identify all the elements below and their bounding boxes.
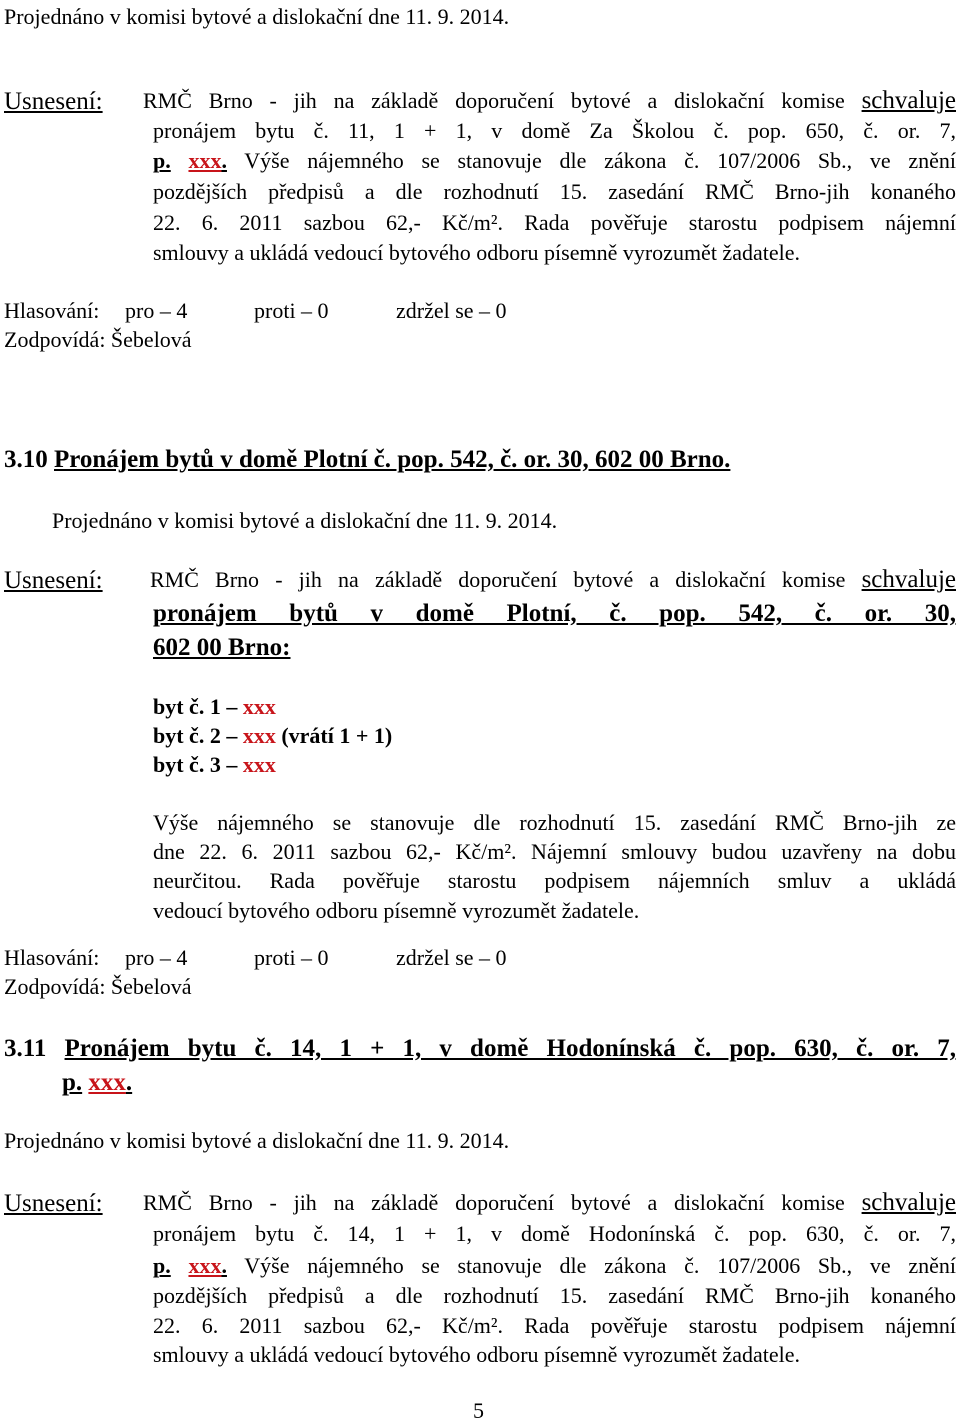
s2-byt-item [153,694,276,720]
s3-heading-line1 [4,1036,956,1062]
s2-projednano: Projednáno v komisi bytové a dislokační dne 11. 9. 2014. [52,508,558,533]
s1-line3-rest: Výše nájemného se stanovuje dle zákona č. 107/2006 Sb., ve znění [226,148,956,173]
s2-byt-1-xxx: xxx [242,694,276,719]
s2-vote [4,945,564,971]
s1-line1-text: RMČ Brno - jih na základě doporučení bytové a dislokační komise [143,88,862,113]
page-number: 5 [473,1398,484,1423]
s3-heading-line2 [62,1070,132,1096]
s2-schvaluje: schvaluje [861,566,956,593]
s2-byt-1-pre: byt č. 1 – [153,694,243,719]
s1-line4: pozdějších předpisů a dle rozhodnutí 15. zasedání RMČ Brno-jih konaného [153,179,956,204]
s3-line1-text: RMČ Brno - jih na základě doporučení bytové a dislokační komise [143,1190,862,1215]
s2-vote-proti: proti – 0 [254,945,329,970]
s1-vote-zdrzel: zdržel se – 0 [396,298,507,323]
s2-heading [4,447,730,473]
s2-vote-label: Hlasování: [4,945,100,970]
s3-xxx-redacted: xxx [188,1253,222,1278]
s2-line3-text: 602 00 Brno: [153,634,291,661]
s2-heading-num: 3.10 [4,446,48,473]
s2-heading-text: Pronájem bytů v domě Plotní č. pop. 542, č. or. 30, 602 00 Brno. [54,446,731,473]
s1-vote-proti: proti – 0 [254,298,329,323]
s2-byt-3-xxx: xxx [242,752,276,777]
s1-xxx-redacted: xxx [188,148,222,173]
s2-para3: neurčitou. Rada pověřuje starostu podpisem nájemních smluv a ukládá [153,868,956,893]
s3-line4: pozdějších předpisů a dle rozhodnutí 15. zasedání RMČ Brno-jih konaného [153,1283,956,1308]
s3-heading-p: p. [62,1069,83,1096]
s1-line5-a: 22. 6. 2011 sazbou 62,- Kč/m². [153,210,504,235]
s3-projednano: Projednáno v komisi bytové a dislokační dne 11. 9. 2014. [4,1128,510,1153]
s2-line2 [153,601,956,627]
s1-usneseni-label: Usnesení: [4,88,103,115]
s3-schvaluje: schvaluje [861,1189,956,1216]
s1-line1 [143,88,956,114]
s3-line3-rest: Výše nájemného se stanovuje dle zákona č. 107/2006 Sb., ve znění [226,1253,956,1278]
s2-vote-pro: pro – 4 [125,945,188,970]
s3-line6: smlouvy a ukládá vedoucí bytového odboru písemně vyrozumět žadatele. [153,1342,800,1367]
s2-byt-2-xxx: xxx [242,723,276,748]
s2-usneseni-label: Usnesení: [4,567,103,594]
s2-line3 [153,635,291,661]
s2-para2-a: dne 22. 6. 2011 sazbou 62,- Kč/m². [153,839,517,864]
s3-line5-a: 22. 6. 2011 sazbou 62,- Kč/m². [153,1313,504,1338]
s3-line3 [153,1253,956,1279]
s1-p-dot: . [221,148,227,173]
s2-para2 [153,839,956,865]
s1-vote-label: Hlasování: [4,298,100,323]
s2-zodpovida: Zodpovídá: Šebelová [4,974,192,999]
s3-heading-dot: . [125,1069,133,1096]
s3-line2: pronájem bytu č. 14, 1 + 1, v domě Hodonínská č. pop. 630, č. or. 7, [153,1221,956,1246]
s1-line5 [153,210,956,236]
s3-line1 [143,1190,956,1216]
s1-zodpovida: Zodpovídá: Šebelová [4,327,192,352]
s3-heading-text: Pronájem bytu č. 14, 1 + 1, v domě Hodonínská č. pop. 630, č. or. 7, [64,1035,956,1062]
s2-byt-2-post: (vrátí 1 + 1) [275,723,393,748]
s2-byt-item [153,752,276,778]
s3-usneseni-label: Usnesení: [4,1190,103,1217]
s2-line2-text: pronájem bytů v domě Plotní, č. pop. 542, č. or. 30, [153,600,956,627]
s1-projednano: Projednáno v komisi bytové a dislokační dne 11. 9. 2014. [4,4,510,29]
s2-para2-b: Nájemní smlouvy budou uzavřeny na dobu [516,839,956,864]
s2-byt-item [153,723,392,749]
s3-heading-xxx: xxx [88,1069,126,1096]
s1-line5-b: Rada pověřuje starostu podpisem nájemní [503,210,957,235]
s2-byt-3-pre: byt č. 3 – [153,752,243,777]
s1-schvaluje: schvaluje [861,87,956,114]
s3-p-dot: . [221,1253,227,1278]
s3-line5 [153,1313,956,1339]
s3-line5-b: Rada pověřuje starostu podpisem nájemní [503,1313,957,1338]
s3-heading-num: 3.11 [4,1035,47,1062]
s3-p-label: p. [153,1253,171,1278]
s2-vote-zdrzel: zdržel se – 0 [396,945,507,970]
s2-para4: vedoucí bytového odboru písemně vyrozumět žadatele. [153,898,640,923]
s1-line6: smlouvy a ukládá vedoucí bytového odboru písemně vyrozumět žadatele. [153,240,800,265]
s1-line3 [153,148,956,174]
s2-line1 [150,567,956,593]
s1-vote [4,298,564,324]
s2-byt-2-pre: byt č. 2 – [153,723,243,748]
s1-line2: pronájem bytu č. 11, 1 + 1, v domě Za Školou č. pop. 650, č. or. 7, [153,118,956,143]
s2-para1: Výše nájemného se stanovuje dle rozhodnutí 15. zasedání RMČ Brno-jih ze [153,810,956,835]
s1-vote-pro: pro – 4 [125,298,188,323]
s1-p-label: p. [153,148,171,173]
s2-line1-text: RMČ Brno - jih na základě doporučení bytové a dislokační komise [150,567,862,592]
